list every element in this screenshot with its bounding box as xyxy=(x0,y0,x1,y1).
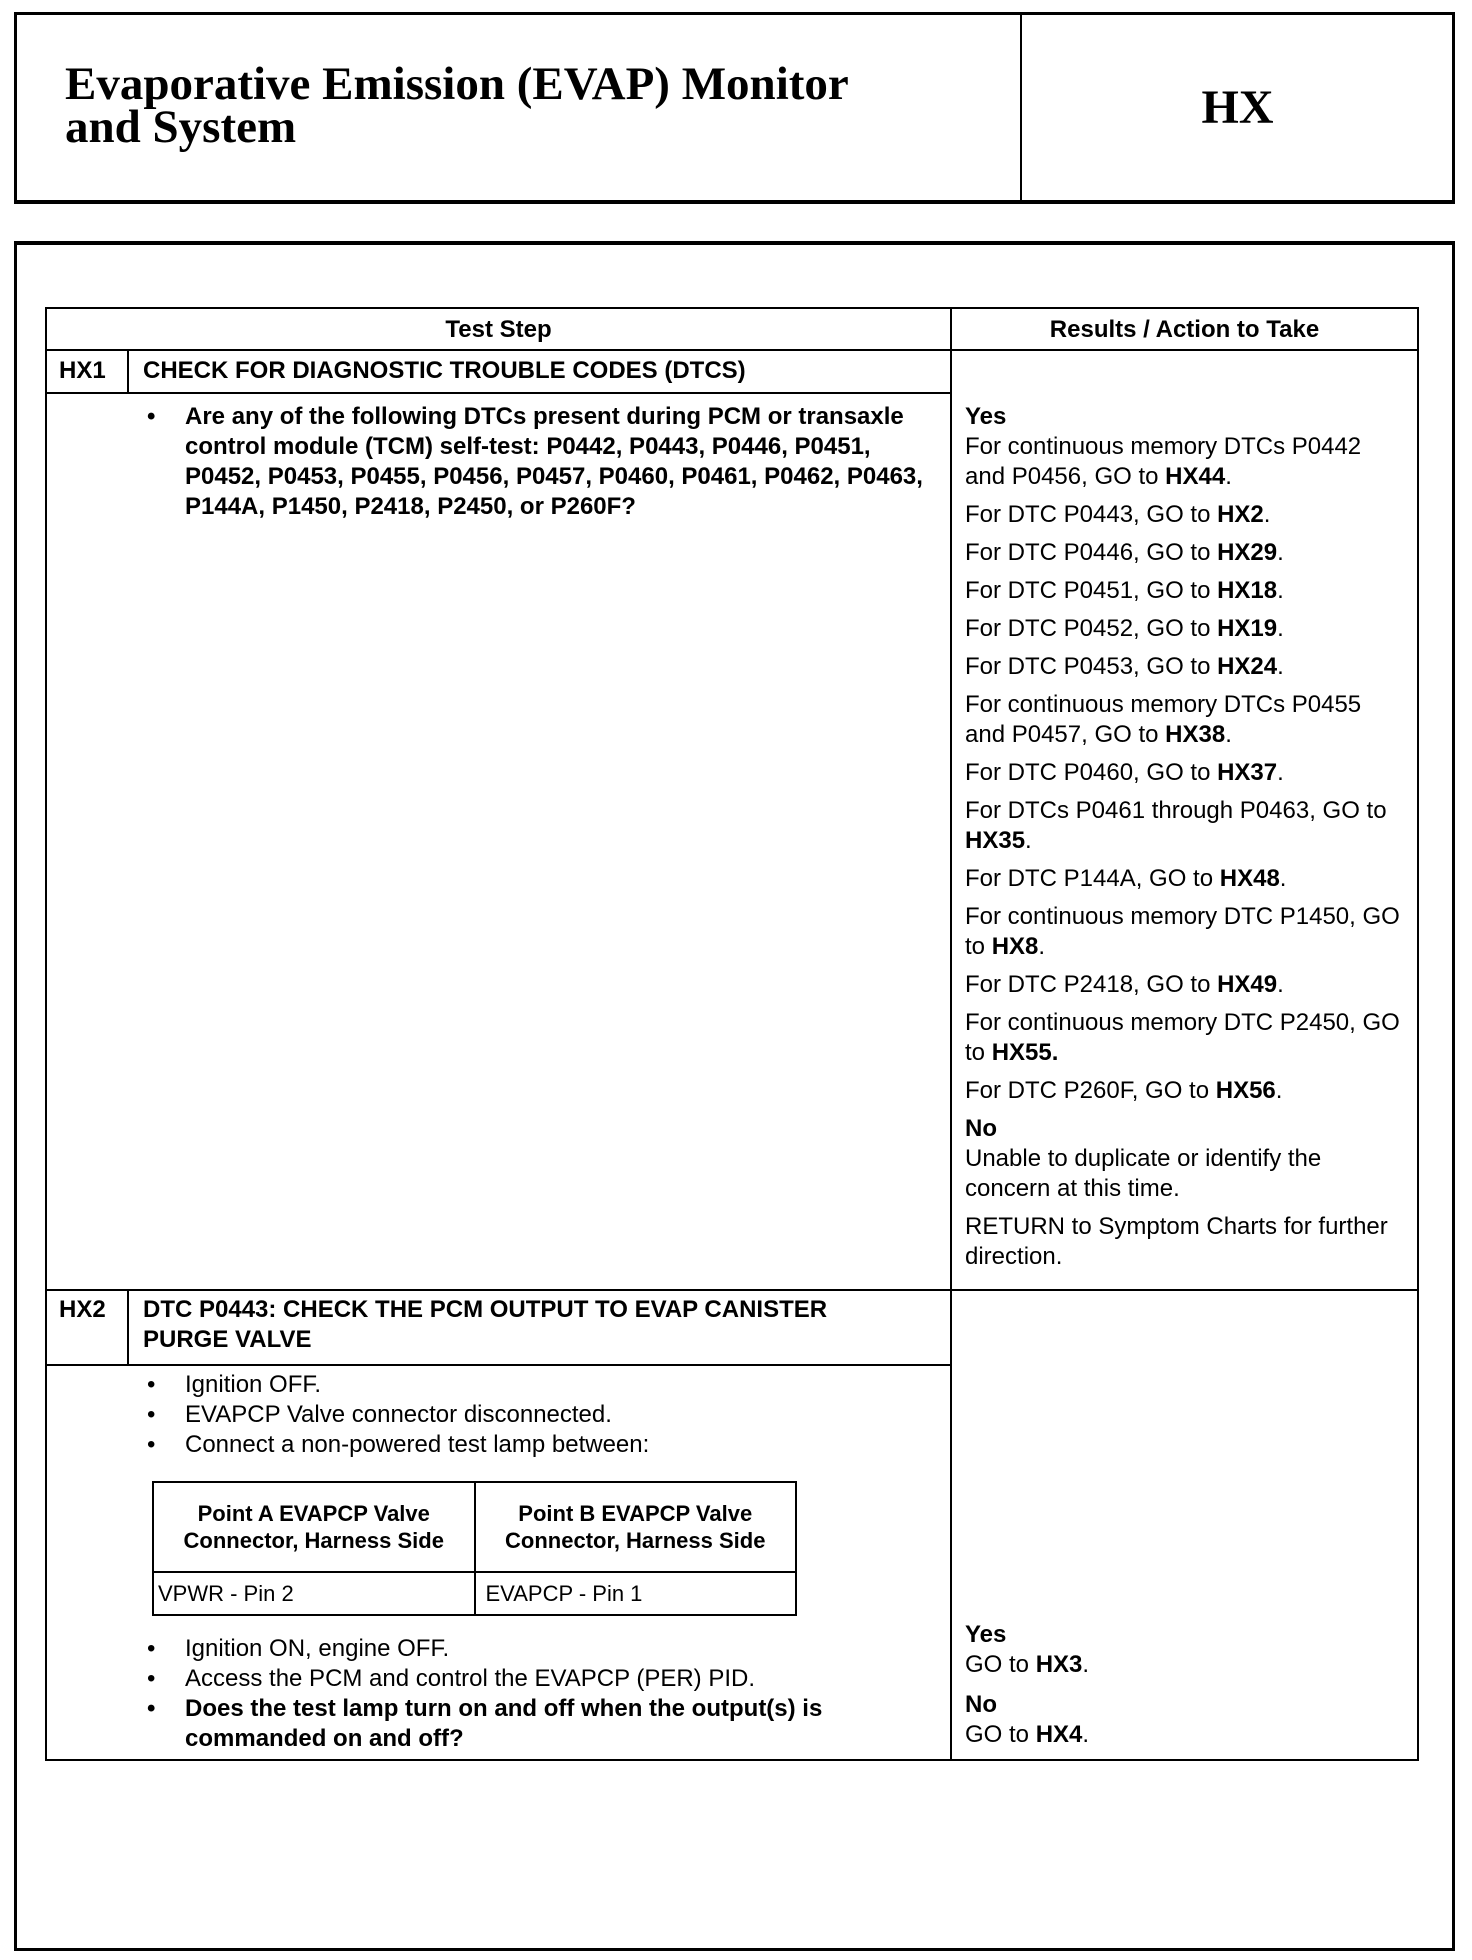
hx2-id-divider xyxy=(127,1289,129,1364)
hx1-question xyxy=(147,402,942,522)
yes-result-item: For DTC P0446, GO to HX29. xyxy=(965,539,1284,566)
hx2-question: • Does the test lamp turn on and off when the output(s) is commanded on and off? xyxy=(147,1694,942,1754)
col-header-results: Results / Action to Take xyxy=(1049,316,1320,343)
step-bullet: • Ignition ON, engine OFF. xyxy=(147,1634,942,1664)
yes-result-item: For DTC P0451, GO to HX18. xyxy=(965,577,1284,604)
goto-step-link[interactable]: HX19 xyxy=(1217,615,1278,642)
test-lamp-table xyxy=(152,1481,797,1616)
hx1-title-divider xyxy=(47,392,950,394)
goto-step-link[interactable]: HX55. xyxy=(991,1039,1059,1066)
yes-result-item: For DTCs P0461 through P0463, GO to HX35. xyxy=(965,797,1387,854)
page-title xyxy=(65,58,1005,153)
no-label: No xyxy=(965,1691,997,1718)
goto-step-link[interactable]: HX29 xyxy=(1217,539,1278,566)
hx2-results xyxy=(965,1620,1405,1750)
goto-step-link[interactable]: HX35 xyxy=(965,827,1026,854)
step-bullet: • Connect a non-powered test lamp between: xyxy=(147,1430,942,1460)
point-b-value: EVAPCP - Pin 1 xyxy=(475,1572,797,1615)
yes-action: GO to HX3. xyxy=(965,1651,1090,1678)
hx2-steps-before xyxy=(147,1370,942,1460)
goto-step-link[interactable]: HX18 xyxy=(1217,577,1278,604)
yes-result-item: For DTC P260F, GO to HX56. xyxy=(965,1077,1283,1104)
yes-label: Yes xyxy=(965,403,1007,430)
hx1-id-divider xyxy=(127,349,129,392)
goto-step-link[interactable]: HX38 xyxy=(1165,721,1226,748)
point-a-header: Point A EVAPCP Valve Connector, Harness Side xyxy=(153,1482,475,1572)
header-divider xyxy=(47,349,1417,351)
goto-step-link[interactable]: HX4 xyxy=(1035,1721,1083,1748)
title-line-1: Evaporative Emission (EVAP) Monitor xyxy=(65,58,849,110)
step-title-hx2: DTC P0443: CHECK THE PCM OUTPUT TO EVAP CANISTER PURGE VALVE xyxy=(143,1296,828,1353)
yes-label: Yes xyxy=(965,1621,1007,1648)
step-id-hx1: HX1 xyxy=(59,357,106,384)
column-divider xyxy=(950,309,952,1759)
point-a-value: VPWR - Pin 2 xyxy=(153,1572,475,1615)
yes-result-item: For DTC P0460, GO to HX37. xyxy=(965,759,1284,786)
yes-result-item: For DTC P0452, GO to HX19. xyxy=(965,615,1284,642)
test-step-table xyxy=(45,307,1419,1761)
section-code: HX xyxy=(1201,81,1274,134)
no-result-item: Unable to duplicate or identify the concern at this time. xyxy=(965,1145,1322,1202)
no-label: No xyxy=(965,1115,997,1142)
yes-result-item: For DTC P0453, GO to HX24. xyxy=(965,653,1284,680)
goto-step-link[interactable]: HX44 xyxy=(1165,463,1226,490)
goto-step-link[interactable]: HX2 xyxy=(1217,501,1264,528)
yes-result-item: For DTC P2418, GO to HX49. xyxy=(965,971,1284,998)
step-title-hx1: CHECK FOR DIAGNOSTIC TROUBLE CODES (DTCS) xyxy=(143,357,746,384)
step-bullet: • EVAPCP Valve connector disconnected. xyxy=(147,1400,942,1430)
no-action: GO to HX4. xyxy=(965,1721,1090,1748)
goto-step-link[interactable]: HX49 xyxy=(1217,971,1278,998)
yes-result-item: For continuous memory DTC P2450, GO to HX55. xyxy=(965,1009,1400,1066)
point-b-header: Point B EVAPCP Valve Connector, Harness Side xyxy=(475,1482,797,1572)
goto-step-link[interactable]: HX37 xyxy=(1217,759,1278,786)
hx2-steps-after xyxy=(147,1634,942,1754)
hx2-title-divider xyxy=(47,1364,950,1366)
goto-step-link[interactable]: HX3 xyxy=(1035,1651,1083,1678)
step-bullet: • Access the PCM and control the EVAPCP (PER) PID. xyxy=(147,1664,942,1694)
page-header xyxy=(14,12,1455,204)
yes-result-item: For continuous memory DTC P1450, GO to HX8. xyxy=(965,903,1400,960)
goto-step-link[interactable]: HX56 xyxy=(1215,1077,1276,1104)
step-id-hx2: HX2 xyxy=(59,1296,106,1323)
no-result-item: RETURN to Symptom Charts for further direction. xyxy=(965,1213,1388,1270)
step-bullet: • Ignition OFF. xyxy=(147,1370,942,1400)
goto-step-link[interactable]: HX8 xyxy=(991,933,1039,960)
hx1-question-text: • Are any of the following DTCs present during PCM or transaxle control module (TCM) self-test: P0442, P0443, P0446, P0451, P0452, P0453, P0455, P0456, P0457, P0460, P0461, P0462, P0463, P144A, P1450, P2418, P2450, or P260F? xyxy=(147,402,942,522)
hx2-row-divider xyxy=(47,1289,1417,1291)
yes-result-item: For continuous memory DTCs P0455 and P0457, GO to HX38. xyxy=(965,691,1362,748)
goto-step-link[interactable]: HX24 xyxy=(1217,653,1278,680)
yes-result-item: For DTC P144A, GO to HX48. xyxy=(965,865,1287,892)
hx1-results xyxy=(965,402,1405,1280)
col-header-test-step: Test Step xyxy=(445,316,552,343)
yes-result-item: For DTC P0443, GO to HX2. xyxy=(965,501,1271,528)
yes-result-item: For continuous memory DTCs P0442 and P0456, GO to HX44. xyxy=(965,433,1362,490)
header-divider xyxy=(1020,15,1022,200)
title-line-2: and System xyxy=(65,101,297,153)
goto-step-link[interactable]: HX48 xyxy=(1219,865,1280,892)
